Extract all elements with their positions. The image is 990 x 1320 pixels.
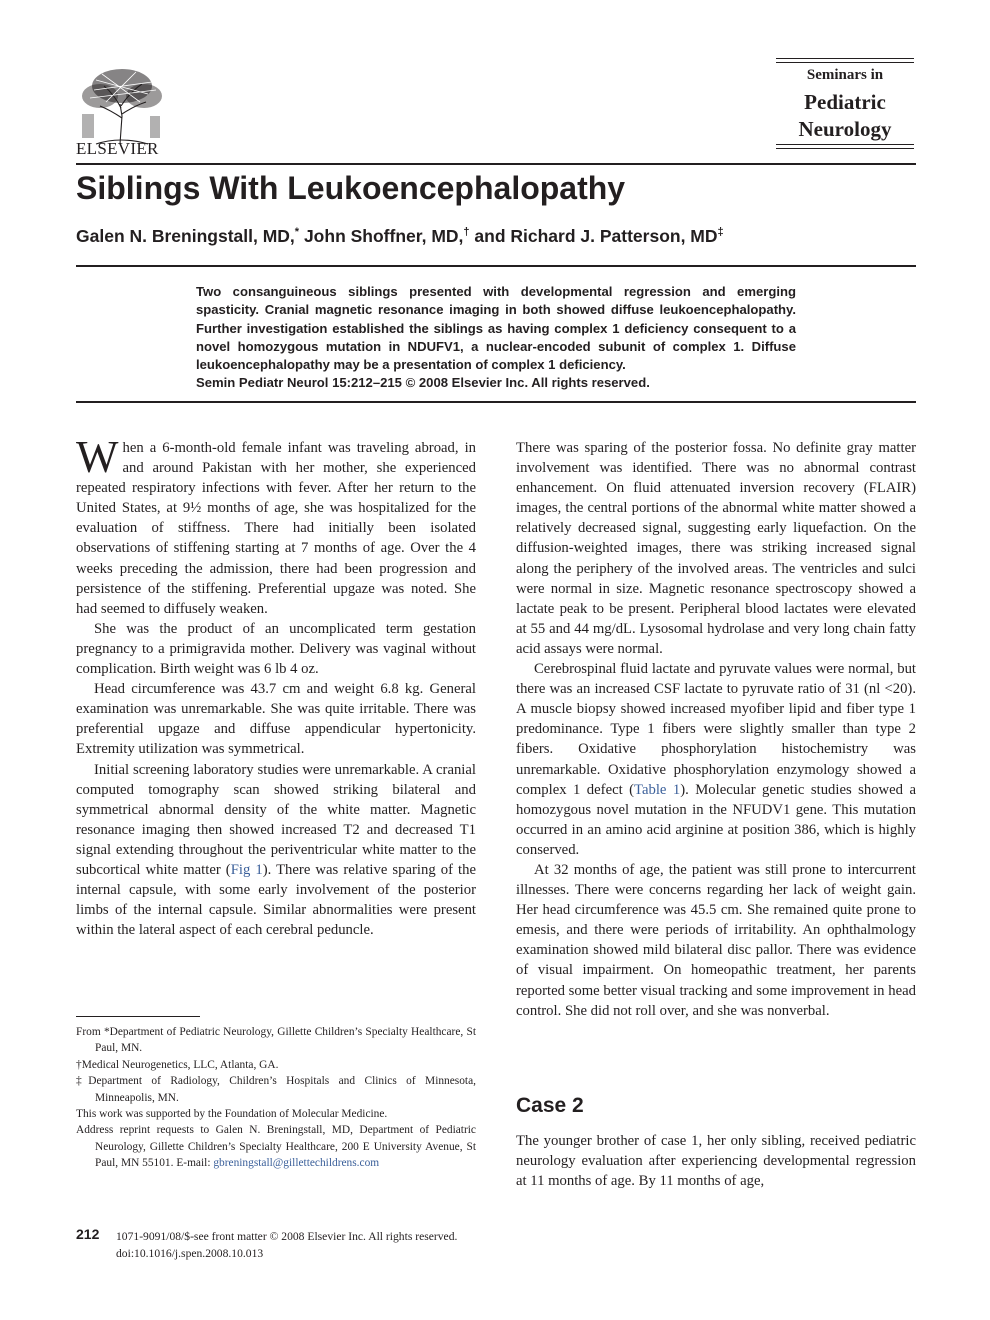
- figure-1-link[interactable]: Fig 1: [230, 861, 263, 878]
- article-title: Siblings With Leukoencephalopathy: [76, 170, 626, 206]
- reprint-footnote: Address reprint requests to Galen N. Breningstall, MD, Department of Pediatric Neurology, Gillette Children’s Specialty Healthcare, 200 E University Avenue, St Paul, MN 55101. E-mail: gbreningstall@gillettechildrens.com: [76, 1124, 476, 1170]
- publisher-name: ELSEVIER: [76, 139, 159, 158]
- author-affiliation-mark: †: [463, 226, 470, 239]
- author-name: Galen N. Breningstall, MD,: [76, 226, 295, 246]
- body-paragraph: When a 6-month-old female infant was traveling abroad, in and around Pakistan with her mother, she experienced repeated respiratory infections with fever. After her return to the United States, at 9½ months of age, she was hospitalized for the evaluation of stiffness. There had initially been isolated observations of stiffening starting at 7 months of age. Over the 4 weeks preceding the admission, there had been progression and persistence of the stiffening. Preferential upgaze was noted. She had seemed to diffusely weaken.: [76, 432, 476, 617]
- journal-name: [776, 89, 914, 143]
- body-paragraph: There was sparing of the posterior fossa. No definite gray matter involvement was identified. There was no abnormal contrast enhancement. On fluid attenuated inversion recovery (FLAIR) images, the central portions of the abnormal white matter showed a relatively decreased signal, suggesting early liquefaction. On the diffusion-weighted images, there was striking increased signal along the periphery of the involved areas. The ventricles and sulci were normal in size. Magnetic resonance spectroscopy showed a lactate peak to be present. Peripheral blood lactates were elevated at 55 and 44 mg/dL. Lysosomal hydrolase and very long chain fatty acid assays were normal.: [516, 440, 916, 657]
- abstract-top-divider: [76, 265, 916, 267]
- abstract-text: Two consanguineous siblings presented with developmental regression and emerging spasticity. Cranial magnetic resonance imaging in both showed diffuse leukoencephalopathy. Further investigation established the siblings as having complex 1 deficiency consequent to a novel homozygous mutation in NDUFV1, a nuclear-encoded subunit of complex 1. Diffuse leukoencephalopathy may be a presentation of complex 1 deficiency.: [196, 284, 796, 373]
- section-heading-case-2: Case 2: [516, 1094, 584, 1117]
- author-name: John Shoffner, MD,: [303, 226, 464, 246]
- journal-prefix: Seminars in: [806, 67, 884, 83]
- author-email-link[interactable]: gbreningstall@gillettechildrens.com: [213, 1157, 380, 1170]
- body-paragraph: Head circumference was 43.7 cm and weight 6.8 kg. General examination was unremarkable. She was quite irritable. There was preferential upgaze and diffuse appendicular hypertonicity. Extremity utilization was symmetrical.: [76, 681, 476, 758]
- author-affiliation-mark: ‡: [717, 226, 724, 239]
- journal-name-line1: Pediatric: [804, 90, 886, 114]
- header-divider: [76, 163, 916, 165]
- journal-name-line2: Neurology: [798, 117, 892, 141]
- body-column-right: [516, 438, 916, 1021]
- journal-citation: Semin Pediatr Neurol 15:212–215 © 2008 Elsevier Inc. All rights reserved.: [196, 375, 650, 391]
- affiliation-footnote: †Medical Neurogenetics, LLC, Atlanta, GA.: [76, 1058, 279, 1071]
- doi-line: doi:10.1016/j.spen.2008.10.013: [116, 1247, 264, 1260]
- footnote-divider: [76, 1016, 200, 1017]
- body-paragraph: The younger brother of case 1, her only sibling, received pediatric neurology evaluation after experiencing developmental regression at 11 months of age. By 11 months of age,: [516, 1133, 916, 1190]
- author-affiliation-mark: *: [294, 226, 300, 239]
- footer-metadata: [116, 1228, 457, 1262]
- issn-line: 1071-9091/08/$-see front matter © 2008 Elsevier Inc. All rights reserved.: [116, 1230, 458, 1243]
- table-1-link[interactable]: Table 1: [634, 781, 681, 798]
- author-list: [76, 226, 724, 247]
- drop-cap: W: [76, 432, 119, 482]
- body-paragraph: Cerebrospinal fluid lactate and pyruvate values were normal, but there was an increased CSF lactate to pyruvate ratio of 31 (nl <20). A muscle biopsy showed increased myofiber lipid and fiber type 1 predominance. Type 1 fibers were slightly smaller than type 2 fibers. Oxidative phosphorylation histochemistry was unremarkable. Oxidative phosphorylation enzymology showed a complex 1 defect (Table 1). Molecular genetic studies showed a homozygous novel mutation in the NFUDV1 gene. This mutation occurred in an amino acid arginine at position 386, which is highly conserved.: [516, 661, 916, 858]
- abstract-bottom-divider: [76, 401, 916, 403]
- affiliation-footnote: From *Department of Pediatric Neurology, Gillette Children’s Specialty Healthcare, St Paul, MN.: [76, 1026, 476, 1055]
- body-paragraph: At 32 months of age, the patient was still prone to intercurrent illnesses. There were concerns regarding her lack of weight gain. Her head circumference was 45.5 cm. She remained quite prone to emesis, and there were periods of irritability. An ophthalmology examination showed mild bilateral disc pallor. There was evidence of visual impairment. On homeopathic treatment, her parents reported some better visual tracking and some improvement in head control. She did not roll over, and she was nonverbal.: [516, 861, 916, 1019]
- footnotes: [76, 1024, 476, 1172]
- affiliation-footnote: ‡Department of Radiology, Children’s Hospitals and Clinics of Minnesota, Minneapolis, MN.: [76, 1075, 476, 1104]
- body-paragraph: She was the product of an uncomplicated term gestation pregnancy to a primigravida mother. Delivery was vaginal without complication. Birth weight was 6 lb 4 oz.: [76, 620, 476, 678]
- author-name: and Richard J. Patterson, MD: [474, 226, 718, 246]
- body-paragraph: Initial screening laboratory studies were unremarkable. A cranial computed tomography scan showed striking bilateral and symmetrical abnormal density of the white matter. Magnetic resonance imaging then showed increased T2 and decreased T1 signal extending throughout the periventricular white matter to the subcortical white matter (Fig 1). There was relative sparing of the internal capsule, with some early involvement of the posterior limbs of the internal capsule. Similar abnormalities were present within the lateral aspect of each cerebral peduncle.: [76, 761, 476, 939]
- abstract: [196, 283, 796, 393]
- page-number: 212: [76, 1226, 100, 1242]
- body-column-left: [76, 432, 476, 940]
- journal-masthead: [776, 58, 914, 152]
- funding-footnote: This work was supported by the Foundation of Molecular Medicine.: [76, 1108, 388, 1121]
